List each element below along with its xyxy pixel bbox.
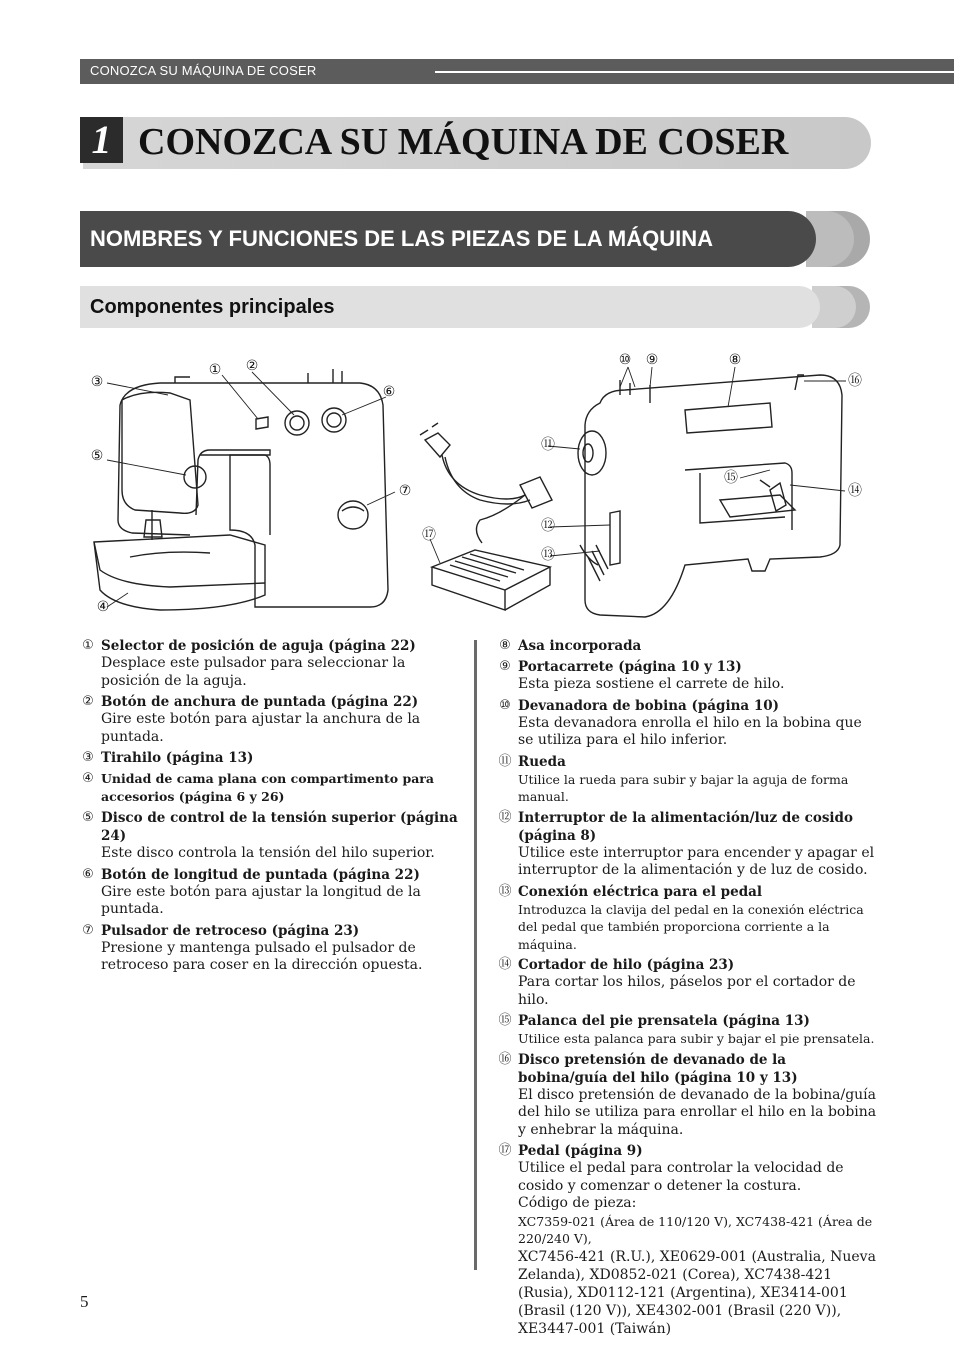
part-code-list: XC7456-421 (R.U.), XE0629-001 (Australia, Nueva Zelanda), XD0852-021 (Corea), XC7438-421 (Rusia), XD0112-121 (Argentina), XE3414-001 (Brasil (120 V)), XE4302-001 (Brasil (220 V)), XE3447-001 (Taiwán) [518, 1248, 876, 1337]
list-item [497, 697, 877, 750]
item-number: ⑦ [82, 922, 94, 938]
list-item [497, 1051, 877, 1140]
item-title: Palanca del pie prensatela (página 13) [518, 1013, 810, 1029]
item-description: Presione y mantenga pulsado el pulsador de retroceso para coser en la dirección opuesta. [101, 939, 423, 973]
callout-11: ⑪ [541, 437, 555, 453]
item-title: Rueda [518, 753, 566, 770]
item-description: Esta devanadora enrolla el hilo en la bobina que se utiliza para el hilo inferior. [518, 714, 862, 748]
item-title: Selector de posición de aguja (página 22) [101, 638, 416, 654]
list-item [497, 809, 877, 880]
item-number: ⑫ [498, 809, 512, 825]
list-item [497, 1012, 877, 1048]
subsection-heading [80, 286, 820, 328]
item-description: El disco pretensión de devanado de la bobina/guía del hilo se utiliza para enrollar el hilo en la bobina y enhebrar la máquina. [518, 1086, 877, 1138]
column-divider [474, 640, 477, 1270]
part-code-label: Código de pieza: [518, 1195, 637, 1211]
item-title: Disco pretensión de devanado de la bobina/guía del hilo (página 10 y 13) [518, 1051, 798, 1086]
part-code-line: XC7359-021 (Área de 110/120 V), XC7438-421 (Área de 220/240 V), [518, 1213, 873, 1246]
parts-list-right [497, 637, 877, 1341]
list-item [80, 749, 465, 767]
item-description: Gire este botón para ajustar la anchura de la puntada. [101, 711, 421, 745]
item-description: Desplace este pulsador para seleccionar la posición de la aguja. [101, 655, 406, 689]
callout-10: ⑩ [618, 352, 632, 368]
list-item [497, 883, 877, 954]
item-title: Unidad de cama plana con compartimento para accesorios (página 6 y 26) [101, 771, 434, 804]
list-item [497, 1142, 877, 1338]
item-number: ⑬ [498, 883, 512, 899]
callout-17: ⑰ [422, 527, 436, 543]
item-description: Utilice este interruptor para encender y apagar el interruptor de la alimentación y de luz de cosido. [518, 844, 875, 878]
item-number: ② [82, 694, 94, 709]
callout-4: ④ [96, 599, 110, 615]
item-title: Botón de anchura de puntada (página 22) [101, 694, 419, 710]
list-item [80, 809, 465, 863]
section-heading [80, 211, 816, 267]
list-item [80, 922, 465, 975]
item-title: Asa incorporada [518, 638, 642, 654]
section-title: NOMBRES Y FUNCIONES DE LAS PIEZAS DE LA MÁQUINA [90, 226, 713, 251]
callout-6: ⑥ [382, 384, 396, 400]
item-description: Gire este botón para ajustar la longitud de la puntada. [101, 883, 421, 917]
item-description: Utilice la rueda para subir y bajar la aguja de forma manual. [518, 771, 849, 804]
item-title: Pulsador de retroceso (página 23) [101, 922, 360, 939]
chapter-title: CONOZCA SU MÁQUINA DE COSER [138, 121, 789, 163]
item-description: Este disco controla la tensión del hilo superior. [101, 845, 435, 861]
item-description: Utilice el pedal para controlar la velocidad de cosido y comenzar o detener la costura. [518, 1160, 844, 1194]
callout-5: ⑤ [90, 448, 104, 464]
list-item [497, 658, 877, 694]
callout-2: ② [245, 358, 259, 374]
list-item [80, 770, 465, 806]
running-header-title: CONOZCA SU MÁQUINA DE COSER [90, 63, 317, 78]
item-number: ⑭ [498, 957, 512, 972]
item-title: Cortador de hilo (página 23) [518, 957, 735, 973]
list-item [80, 637, 465, 690]
callout-14: ⑭ [848, 483, 862, 499]
item-description: Introduzca la clavija del pedal en la conexión eléctrica del pedal que también proporciona corriente a la máquina. [518, 901, 864, 952]
callout-12: ⑫ [541, 518, 555, 534]
list-item [497, 637, 877, 655]
item-title: Portacarrete (página 10 y 13) [518, 659, 742, 675]
item-number: ⑰ [498, 1143, 512, 1158]
running-header-rule [435, 71, 954, 73]
callout-8: ⑧ [728, 352, 742, 368]
item-title: Devanadora de bobina (página 10) [518, 697, 780, 714]
callout-7: ⑦ [398, 483, 412, 499]
item-number: ③ [82, 750, 94, 765]
callout-1: ① [208, 362, 222, 378]
list-item [497, 956, 877, 1009]
item-number: ⑮ [498, 1013, 512, 1028]
callout-13: ⑬ [541, 547, 555, 563]
item-number: ⑧ [499, 638, 511, 653]
sewing-machine-drawing [80, 345, 870, 630]
chapter-number: 1 [80, 117, 123, 163]
item-title: Conexión eléctrica para el pedal [518, 883, 763, 900]
subsection-title: Componentes principales [90, 296, 335, 318]
list-item [80, 866, 465, 919]
sewing-machine-illustration [80, 345, 870, 630]
page-number: 5 [80, 1292, 89, 1311]
item-number: ① [82, 638, 94, 653]
item-description: Esta pieza sostiene el carrete de hilo. [518, 676, 785, 692]
running-header [80, 59, 954, 84]
item-number: ⑤ [82, 810, 94, 825]
item-title: Tirahilo (página 13) [101, 750, 254, 766]
item-number: ⑩ [499, 697, 511, 713]
item-number: ⑪ [498, 753, 512, 769]
item-title: Disco de control de la tensión superior (página 24) [101, 810, 458, 844]
item-title: Interruptor de la alimentación/luz de cosido (página 8) [518, 809, 854, 844]
item-description: Utilice esta palanca para subir y bajar el pie prensatela. [518, 1031, 875, 1046]
parts-list-left [80, 637, 465, 978]
callout-9: ⑨ [645, 352, 659, 368]
callout-15: ⑮ [724, 470, 738, 486]
callout-3: ③ [90, 374, 104, 390]
callout-16: ⑯ [848, 373, 862, 389]
item-number: ⑯ [498, 1051, 512, 1067]
item-number: ⑨ [499, 659, 511, 674]
item-number: ④ [82, 771, 94, 786]
list-item [497, 753, 877, 806]
item-description: Para cortar los hilos, páselos por el cortador de hilo. [518, 974, 856, 1008]
item-title: Pedal (página 9) [518, 1143, 643, 1159]
list-item [80, 693, 465, 746]
item-number: ⑥ [82, 866, 94, 882]
item-title: Botón de longitud de puntada (página 22) [101, 866, 420, 883]
